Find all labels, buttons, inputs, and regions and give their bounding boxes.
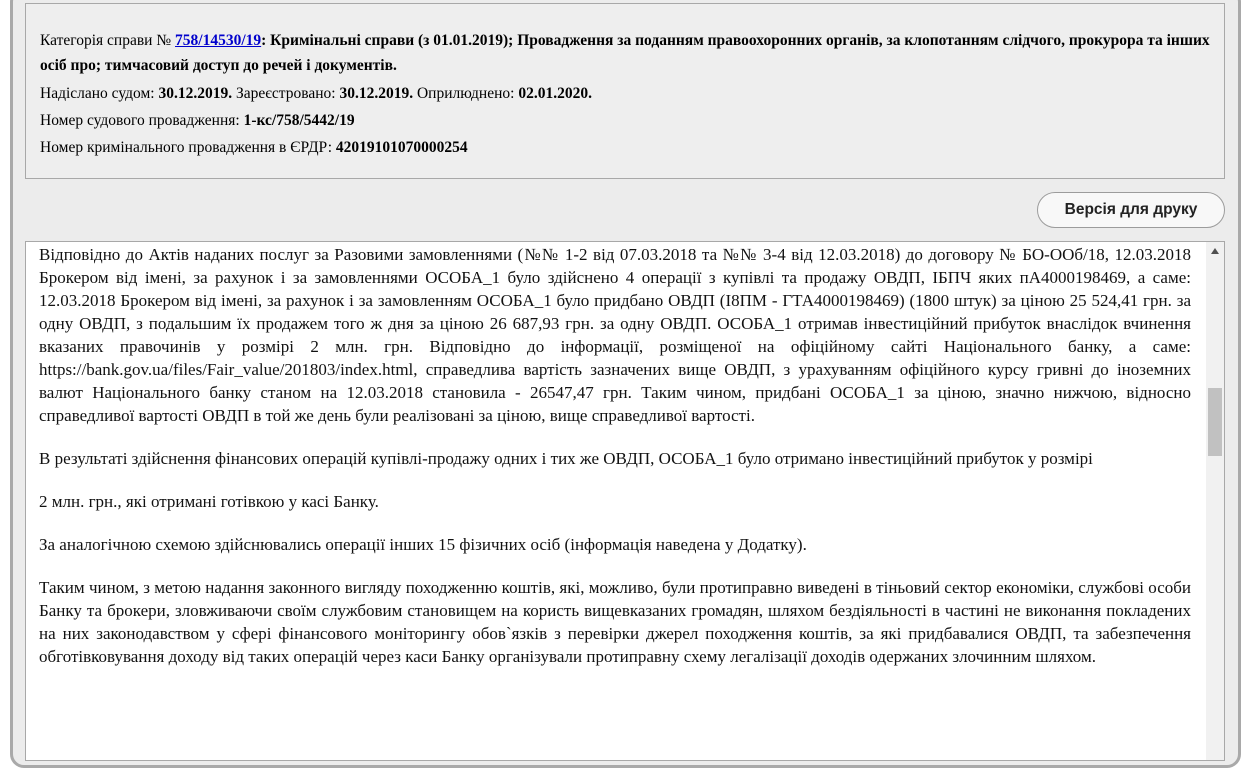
sent-date: 30.12.2019.	[158, 85, 233, 102]
court-proceeding-line	[40, 107, 1210, 134]
print-version-button[interactable]: Версія для друку	[1037, 192, 1225, 228]
published-label: Оприлюднено:	[413, 85, 519, 102]
dates-line	[40, 80, 1210, 107]
document-paragraph: Відповідно до Актів наданих послуг за Разовими замовленнями (№№ 1-2 від 07.03.2018 та №№ 3-4 від 12.03.2018) до договору № БО-ООб/18, 12.03.2018 Брокером від імені, за рахунок і за замовленнями ОСОБА_1 було здійснено 4 операції з купівлі та продажу ОВДП, ІБПЧ яких пА4000198469, а саме: 12.03.2018 Брокером від імені, за рахунок і за замовленням ОСОБА_1 було придбано ОВДП (І8ПМ - ГТА4000198469) (1800 штук) за ціною 25 524,41 грн. за одну ОВДП, з подальшим їх продажем того ж дня за ціною 26 687,93 грн. за одну ОВДП. ОСОБА_1 отримав інвестиційний прибуток внаслідок вчинення вказаних правочинів у розмірі 2 млн. грн. Відповідно до інформації, розміщеної на офіційному сайті Національного банку, а саме: https://bank.gov.ua/files/Fair_value/201803/index.html, справедлива вартість зазначених вище ОВДП, з урахуванням офіційного курсу гривні до іноземних валют Національного банку станом на 12.03.2018 становила - 26547,47 грн. Таким чином, придбані ОСОБА_1 за ціною, значно нижчою, відносно справедливої вартості ОВДП в той же день були реалізовані за ціною, вище справедливої вартості.	[39, 245, 1191, 425]
category-label: Категорія справи №	[40, 32, 176, 49]
criminal-proceeding-label: Номер кримінального провадження в ЄРДР:	[40, 139, 336, 156]
sent-label: Надіслано судом:	[40, 85, 159, 102]
criminal-proceeding-number: 42019101070000254	[335, 139, 468, 156]
document-body	[39, 243, 1191, 688]
criminal-proceeding-line	[40, 134, 1210, 161]
published-date: 02.01.2020.	[518, 85, 592, 102]
court-proceeding-number: 1-кс/758/5442/19	[243, 112, 355, 129]
case-category-line	[40, 28, 1210, 78]
document-text-panel[interactable]	[25, 241, 1225, 761]
document-paragraph: Таким чином, з метою надання законного вигляду походженню коштів, які, можливо, були протиправно виведені в тіньовий сектор економіки, службові особи Банку та брокери, зловживаючи своїм службовим становищем на користь вищевказаних громадян, шляхом бездіяльності в частині не виконання покладених на них законодавством у сфері фінансового моніторингу обов`язків з перевірки джерел походження коштів, за які придбавалися ОВДП, та забезпечення обготівковування доходу від таких операцій через каси Банку організували протиправну схему легалізації доходів одержаних злочинним шляхом.	[39, 578, 1191, 666]
case-info-panel	[25, 3, 1225, 179]
category-text: : Кримінальні справи (з 01.01.2019); Провадження за поданням правоохоронних органів, за клопотанням слідчого, прокурора та інших осіб про; тимчасовий доступ до речей і документів.	[40, 32, 1210, 74]
case-number-link[interactable]: 758/14530/19	[175, 32, 262, 49]
document-paragraph: 2 млн. грн., які отримані готівкою у касі Банку.	[39, 492, 379, 511]
vertical-scrollbar[interactable]	[1206, 242, 1224, 760]
court-proceeding-label: Номер судового провадження:	[40, 112, 244, 129]
document-paragraph: В результаті здійснення фінансових операцій купівлі-продажу одних і тих же ОВДП, ОСОБА_1 було отримано інвестиційний прибуток у розмірі	[39, 449, 1093, 468]
registered-date: 30.12.2019.	[339, 85, 414, 102]
registered-label: Зареєстровано:	[232, 85, 340, 102]
scrollbar-thumb[interactable]	[1208, 388, 1222, 456]
document-paragraph: За аналогічною схемою здійснювались операції інших 15 фізичних осіб (інформація наведена у Додатку).	[39, 535, 807, 554]
chevron-up-icon[interactable]	[1206, 242, 1224, 260]
